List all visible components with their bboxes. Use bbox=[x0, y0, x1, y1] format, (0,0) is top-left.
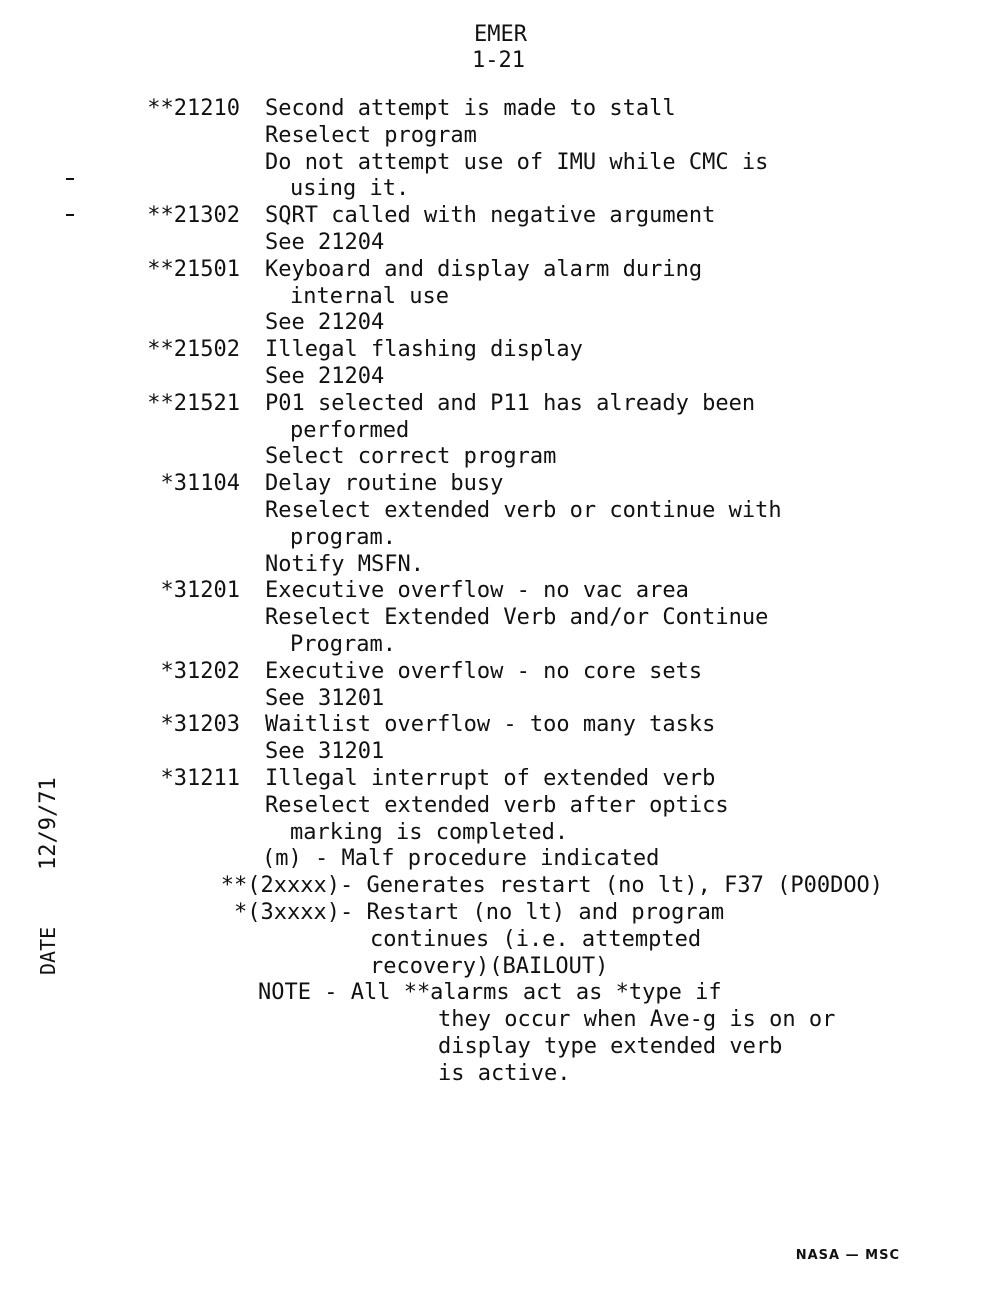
legend-item bbox=[0, 954, 1000, 981]
alarm-text: Reselect Extended Verb and/or Continue bbox=[265, 605, 769, 631]
alarm-text: Second attempt is made to stall bbox=[265, 96, 676, 121]
list-item bbox=[0, 418, 1000, 445]
alarm-text: See 21204 bbox=[265, 363, 385, 389]
date-stamp bbox=[28, 740, 68, 1000]
note-text: display type extended verb bbox=[438, 1033, 783, 1059]
alarm-text: performed bbox=[290, 417, 410, 443]
legend-symbol: *(3xxxx) bbox=[234, 899, 340, 925]
alarm-text: Select correct program bbox=[265, 444, 557, 470]
list-item bbox=[0, 471, 1000, 498]
list-item bbox=[0, 525, 1000, 552]
alarm-text: Keyboard and display alarm during bbox=[265, 256, 703, 282]
alarm-code: **21210 bbox=[147, 96, 240, 121]
list-item bbox=[0, 364, 1000, 391]
list-item bbox=[0, 284, 1000, 311]
legend-text: - Restart (no lt) and program bbox=[340, 899, 725, 925]
list-item bbox=[0, 310, 1000, 337]
list-item bbox=[0, 176, 1000, 203]
date-label: DATE bbox=[36, 926, 60, 975]
alarm-code: *31203 bbox=[160, 712, 240, 738]
alarm-text: Executive overflow - no core sets bbox=[265, 658, 703, 684]
list-item bbox=[0, 391, 1000, 418]
list-item bbox=[0, 578, 1000, 605]
alarm-list bbox=[0, 96, 1000, 1087]
list-item bbox=[0, 712, 1000, 739]
section-label: EMER bbox=[474, 22, 527, 47]
note bbox=[0, 1034, 1000, 1061]
alarm-code: **21501 bbox=[147, 256, 240, 282]
legend-text: recovery)(BAILOUT) bbox=[370, 953, 609, 979]
alarm-text: Executive overflow - no vac area bbox=[265, 578, 689, 604]
alarm-text: marking is completed. bbox=[290, 819, 569, 845]
note-text: is active. bbox=[438, 1060, 571, 1086]
note bbox=[0, 980, 1000, 1007]
alarm-text: program. bbox=[290, 524, 396, 550]
list-item bbox=[0, 793, 1000, 820]
alarm-text: See 31201 bbox=[265, 739, 385, 765]
alarm-code: *31202 bbox=[160, 658, 240, 684]
alarm-text: internal use bbox=[290, 283, 449, 309]
list-item bbox=[0, 444, 1000, 471]
alarm-text: P01 selected and P11 has already been bbox=[265, 390, 756, 416]
alarm-text: Program. bbox=[290, 631, 396, 657]
alarm-text: Notify MSFN. bbox=[265, 551, 424, 577]
legend-text: - Generates restart (no lt), F37 (P00DOO) bbox=[340, 873, 884, 899]
list-item bbox=[0, 820, 1000, 847]
legend-text: (m) - Malf procedure indicated bbox=[262, 846, 660, 872]
publisher-mark: NASA — MSC bbox=[795, 1248, 900, 1263]
alarm-text: Reselect program bbox=[265, 122, 477, 148]
alarm-text: Waitlist overflow - too many tasks bbox=[265, 712, 716, 738]
alarm-code: **21302 bbox=[147, 203, 240, 229]
alarm-code: **21521 bbox=[147, 390, 240, 416]
date-value: 12/9/71 bbox=[36, 777, 61, 870]
legend-item bbox=[0, 846, 1000, 873]
alarm-code: **21502 bbox=[147, 337, 240, 363]
list-item bbox=[0, 766, 1000, 793]
note-label: NOTE - All **alarms act as *type if bbox=[258, 980, 722, 1006]
list-item bbox=[0, 123, 1000, 150]
alarm-text: See 31201 bbox=[265, 685, 385, 711]
note-text: they occur when Ave-g is on or bbox=[438, 1007, 836, 1033]
margin-mark bbox=[66, 178, 74, 180]
list-item bbox=[0, 632, 1000, 659]
alarm-text: SQRT called with negative argument bbox=[265, 203, 716, 229]
alarm-text: Delay routine busy bbox=[265, 471, 504, 497]
page-number: 1-21 bbox=[472, 48, 525, 73]
alarm-text: Reselect extended verb or continue with bbox=[265, 497, 782, 523]
note bbox=[0, 1061, 1000, 1088]
list-item bbox=[0, 203, 1000, 230]
margin-mark bbox=[66, 214, 74, 216]
legend-item bbox=[0, 927, 1000, 954]
legend-item bbox=[0, 873, 1000, 900]
alarm-text: Illegal interrupt of extended verb bbox=[265, 765, 716, 791]
list-item bbox=[0, 739, 1000, 766]
list-item bbox=[0, 150, 1000, 177]
list-item bbox=[0, 257, 1000, 284]
legend-symbol: **(2xxxx) bbox=[220, 873, 340, 899]
alarm-text: Illegal flashing display bbox=[265, 337, 583, 363]
alarm-text: Reselect extended verb after optics bbox=[265, 792, 729, 818]
list-item bbox=[0, 686, 1000, 713]
list-item bbox=[0, 659, 1000, 686]
alarm-code: *31104 bbox=[160, 471, 240, 497]
alarm-text: See 21204 bbox=[265, 310, 385, 336]
alarm-code: *31211 bbox=[160, 765, 240, 791]
note bbox=[0, 1007, 1000, 1034]
alarm-text: Do not attempt use of IMU while CMC is bbox=[265, 149, 769, 175]
list-item bbox=[0, 96, 1000, 123]
list-item bbox=[0, 605, 1000, 632]
legend-item bbox=[0, 900, 1000, 927]
alarm-code: *31201 bbox=[160, 578, 240, 604]
alarm-text: using it. bbox=[290, 176, 410, 202]
alarm-text: See 21204 bbox=[265, 229, 385, 255]
list-item bbox=[0, 498, 1000, 525]
list-item bbox=[0, 337, 1000, 364]
legend-text: continues (i.e. attempted bbox=[370, 926, 702, 952]
list-item bbox=[0, 230, 1000, 257]
list-item bbox=[0, 552, 1000, 579]
